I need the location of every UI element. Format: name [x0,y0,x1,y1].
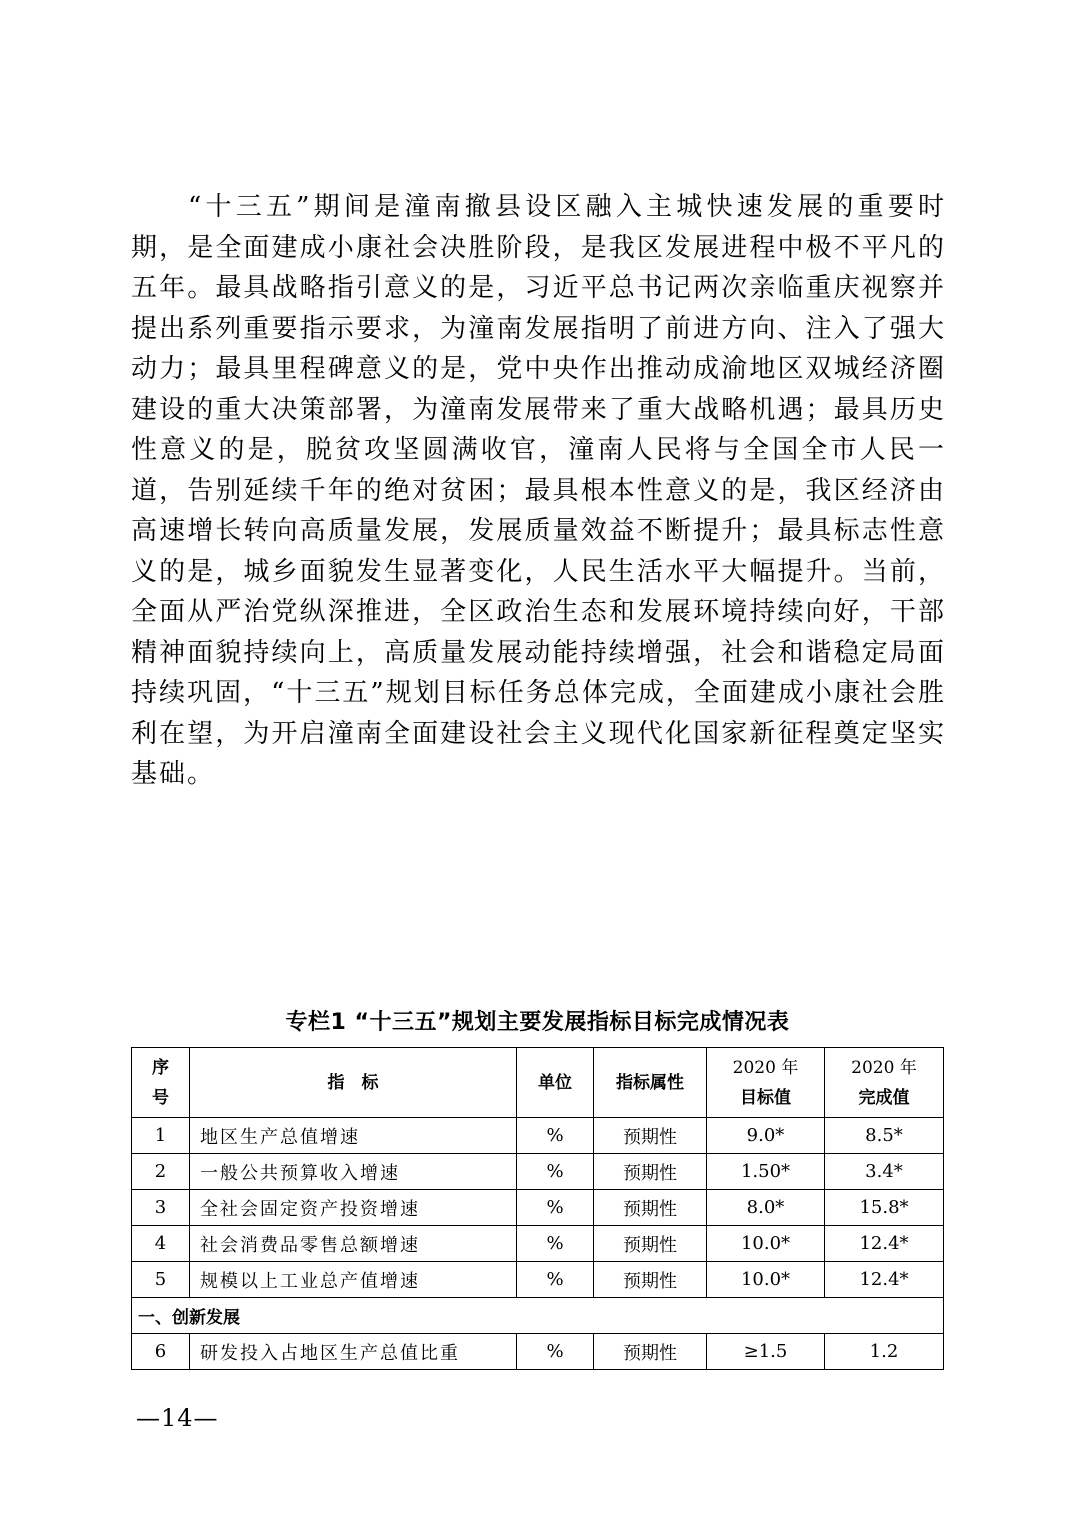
cell-actual: 15.8* [825,1190,944,1226]
cell-seq: 4 [132,1226,190,1262]
cell-unit: % [517,1334,594,1370]
cell-attribute: 预期性 [594,1118,707,1154]
header-actual: 2020 年 完成值 [825,1048,944,1118]
cell-seq: 3 [132,1190,190,1226]
header-indicator: 指 标 [190,1048,517,1118]
cell-indicator: 社会消费品零售总额增速 [190,1226,517,1262]
cell-target: 8.0* [707,1190,825,1226]
cell-unit: % [517,1118,594,1154]
cell-actual: 12.4* [825,1226,944,1262]
cell-actual: 1.2 [825,1334,944,1370]
cell-seq: 6 [132,1334,190,1370]
cell-actual: 8.5* [825,1118,944,1154]
cell-target: 10.0* [707,1262,825,1298]
cell-unit: % [517,1262,594,1298]
table-row [132,1226,944,1262]
header-seq: 序 号 [132,1048,190,1118]
cell-target: 9.0* [707,1118,825,1154]
cell-actual: 3.4* [825,1154,944,1190]
paragraph-text: “十三五”期间是潼南撤县设区融入主城快速发展的重要时期，是全面建成小康社会决胜阶段，是我区发展进程中极不平凡的五年。最具战略指引意义的是，习近平总书记两次亲临重庆视察并提出系列重要指示要求，为潼南发展指明了前进方向、注入了强大动力；最具里程碑意义的是，党中央作出推动成渝地区双城经济圈建设的重大决策部署，为潼南发展带来了重大战略机遇；最具历史性意义的是，脱贫攻坚圆满收官，潼南人民将与全国全市人民一道，告别延续千年的绝对贫困；最具根本性意义的是，我区经济由高速增长转向高质量发展，发展质量效益不断提升；最具标志性意义的是，城乡面貌发生显著变化，人民生活水平大幅提升。当前，全面从严治党纵深推进，全区政治生态和发展环境持续向好，干部精神面貌持续向上，高质量发展动能持续增强，社会和谐稳定局面持续巩固，“十三五”规划目标任务总体完成，全面建成小康社会胜利在望，为开启潼南全面建设社会主义现代化国家新征程奠定坚实基础。 [131,192,946,789]
table-row [132,1334,944,1370]
cell-attribute: 预期性 [594,1154,707,1190]
cell-attribute: 预期性 [594,1190,707,1226]
body-paragraph [131,187,946,795]
table-row [132,1118,944,1154]
header-target: 2020 年 目标值 [707,1048,825,1118]
cell-unit: % [517,1226,594,1262]
cell-attribute: 预期性 [594,1226,707,1262]
cell-unit: % [517,1154,594,1190]
cell-indicator: 全社会固定资产投资增速 [190,1190,517,1226]
indicator-table [131,1047,944,1370]
cell-attribute: 预期性 [594,1262,707,1298]
cell-actual: 12.4* [825,1262,944,1298]
cell-target: 10.0* [707,1226,825,1262]
cell-target: ≥1.5 [707,1334,825,1370]
cell-seq: 2 [132,1154,190,1190]
cell-indicator: 研发投入占地区生产总值比重 [190,1334,517,1370]
header-unit: 单位 [517,1048,594,1118]
cell-indicator: 地区生产总值增速 [190,1118,517,1154]
page-number: —14— [136,1404,219,1432]
header-attribute: 指标属性 [594,1048,707,1118]
table-header-row [132,1048,944,1118]
cell-seq: 5 [132,1262,190,1298]
table-section-row [132,1298,944,1334]
cell-target: 1.50* [707,1154,825,1190]
cell-seq: 1 [132,1118,190,1154]
table-row [132,1190,944,1226]
table-caption: 专栏1 “十三五”规划主要发展指标目标完成情况表 [285,1010,790,1035]
cell-indicator: 规模以上工业总产值增速 [190,1262,517,1298]
cell-indicator: 一般公共预算收入增速 [190,1154,517,1190]
section-heading: 一、创新发展 [132,1298,944,1334]
cell-attribute: 预期性 [594,1334,707,1370]
table-row [132,1262,944,1298]
table-row [132,1154,944,1190]
cell-unit: % [517,1190,594,1226]
